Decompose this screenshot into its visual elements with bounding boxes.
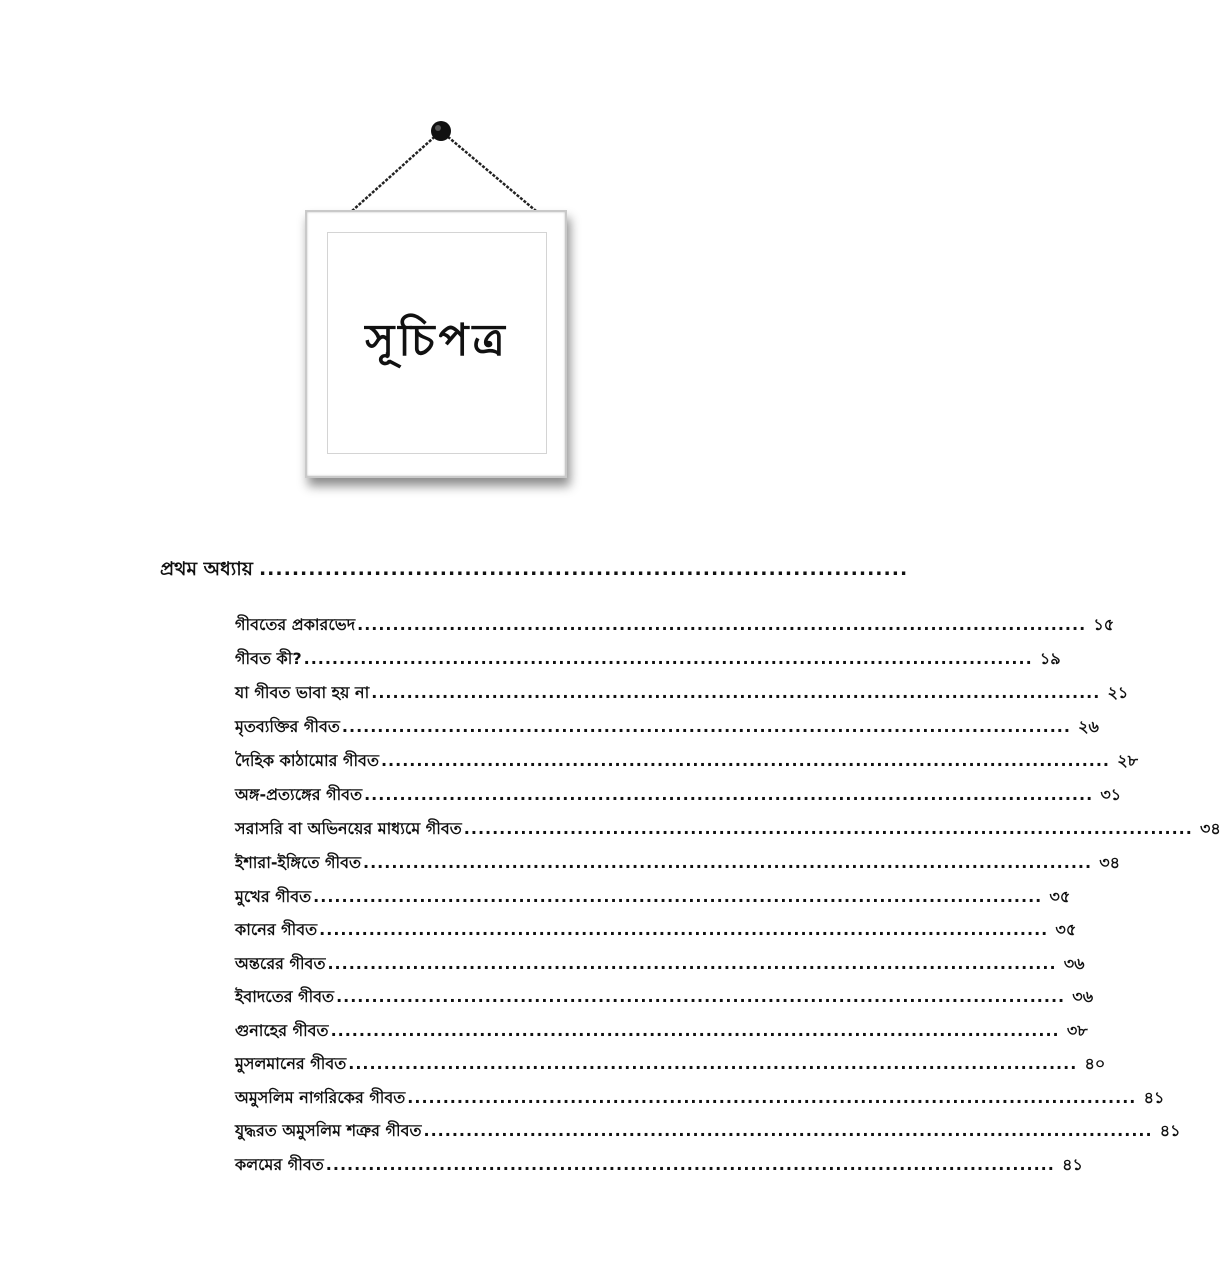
toc-row-dots: ....................................................................................................... (319, 920, 1049, 939)
toc-row-title: মৃতব্যক্তির গীবত (235, 717, 340, 736)
chapter-heading (160, 555, 909, 587)
toc-row-dots: ....................................................................................................... (407, 1087, 1137, 1107)
toc-row[interactable] (235, 850, 1121, 884)
toc-row[interactable] (235, 951, 1085, 985)
toc-row-title: ইবাদতের গীবত (235, 987, 335, 1006)
toc-row[interactable] (235, 680, 1129, 714)
toc-row-page: ৩৮ (1066, 1020, 1088, 1040)
toc-row[interactable] (235, 612, 1115, 646)
toc-row-title: সরাসরি বা অভিনয়ের মাধ্যমে গীবত (235, 819, 462, 838)
chapter-leader-dots: ............................................................................... (258, 558, 909, 580)
hanging-frame-illustration (0, 0, 868, 520)
hanging-string-icon (0, 0, 868, 230)
toc-row-dots: ....................................................................................................... (327, 953, 1057, 973)
toc-row-page: ১৫ (1093, 615, 1115, 634)
toc-row-title: গীবত কী? (235, 649, 302, 668)
toc-row[interactable] (235, 984, 1094, 1018)
toc-row-dots: ....................................................................................................... (380, 751, 1110, 770)
toc-row[interactable] (235, 646, 1061, 680)
toc-row-title: অমুসলিম নাগরিকের গীবত (235, 1087, 406, 1107)
toc-row-page: ৩৬ (1072, 987, 1094, 1006)
picture-frame-inner (327, 232, 547, 454)
toc-row-title: দৈহিক কাঠামোর গীবত (235, 751, 379, 770)
pin-icon (431, 121, 451, 141)
toc-row-page: ১৯ (1039, 649, 1061, 668)
toc-row[interactable] (235, 1018, 1088, 1052)
toc-row-dots: ....................................................................................................... (330, 1020, 1060, 1040)
toc-row-page: ৩৫ (1055, 920, 1077, 939)
toc-row[interactable] (235, 782, 1122, 816)
toc-row-page: ৩৪ (1200, 819, 1221, 838)
toc-row-title: গীবতের প্রকারভেদ (235, 615, 356, 634)
toc-row[interactable] (235, 714, 1099, 748)
toc-row-page: ৩১ (1100, 785, 1122, 804)
toc-row-page: ২৬ (1078, 717, 1099, 736)
toc-row[interactable] (235, 884, 1071, 918)
toc-row-title: কানের গীবত (235, 920, 318, 939)
toc-row-title: কলমের গীবত (235, 1154, 324, 1174)
toc-row-page: ৪০ (1084, 1054, 1106, 1073)
toc-row-page: ২৮ (1117, 751, 1138, 770)
toc-row-dots: ....................................................................................................... (463, 819, 1193, 838)
toc-row-dots: ....................................................................................................... (336, 987, 1066, 1006)
toc-row-title: যুদ্ধরত অমুসলিম শত্রুর গীবত (235, 1121, 422, 1140)
toc-row-page: ৪১ (1062, 1154, 1083, 1174)
toc-row-title: অন্তরের গীবত (235, 953, 326, 973)
toc-row-dots: ....................................................................................................... (341, 717, 1071, 736)
toc-row[interactable] (235, 1152, 1083, 1186)
toc-row-title: গুনাহের গীবত (235, 1020, 329, 1040)
chapter-title: প্রথম অধ্যায় (160, 558, 253, 580)
toc-row-page: ৩৪ (1099, 853, 1121, 872)
toc-row-page: ৩৫ (1049, 886, 1071, 906)
toc-row-title: যা গীবত ভাবা হয় না (235, 683, 370, 702)
toc-row-dots: ....................................................................................................... (423, 1121, 1153, 1140)
toc-row-page: ৪১ (1143, 1087, 1165, 1107)
page-title: সূচিপত্র (365, 314, 509, 366)
toc-row-dots: ....................................................................................................... (303, 649, 1033, 668)
toc-row-page: ৩৬ (1063, 953, 1085, 973)
toc-row-dots: ....................................................................................................... (357, 615, 1087, 634)
toc-row-title: মুসলমানের গীবত (235, 1054, 347, 1073)
toc-row-title: মুখের গীবত (235, 886, 312, 906)
toc-row-page: ২১ (1107, 683, 1129, 702)
toc-row[interactable] (235, 816, 1221, 850)
toc-row-dots: ....................................................................................................... (364, 785, 1094, 804)
toc-row[interactable] (235, 748, 1138, 782)
toc-row[interactable] (235, 1085, 1165, 1119)
toc-row-dots: ....................................................................................................... (348, 1054, 1078, 1073)
picture-frame (305, 210, 567, 478)
toc-row-page: ৪১ (1159, 1121, 1181, 1140)
toc-row-dots: ....................................................................................................... (363, 853, 1093, 872)
toc-row-dots: ....................................................................................................... (313, 886, 1043, 906)
table-of-contents (235, 612, 1221, 1185)
toc-row[interactable] (235, 1051, 1106, 1085)
toc-row-title: ইশারা-ইঙ্গিতে গীবত (235, 853, 362, 872)
toc-row-dots: ....................................................................................................... (325, 1154, 1055, 1174)
toc-row-dots: ....................................................................................................... (371, 683, 1101, 702)
toc-row[interactable] (235, 917, 1077, 951)
toc-row-title: অঙ্গ-প্রত্যঙ্গের গীবত (235, 785, 363, 804)
toc-row[interactable] (235, 1118, 1181, 1152)
